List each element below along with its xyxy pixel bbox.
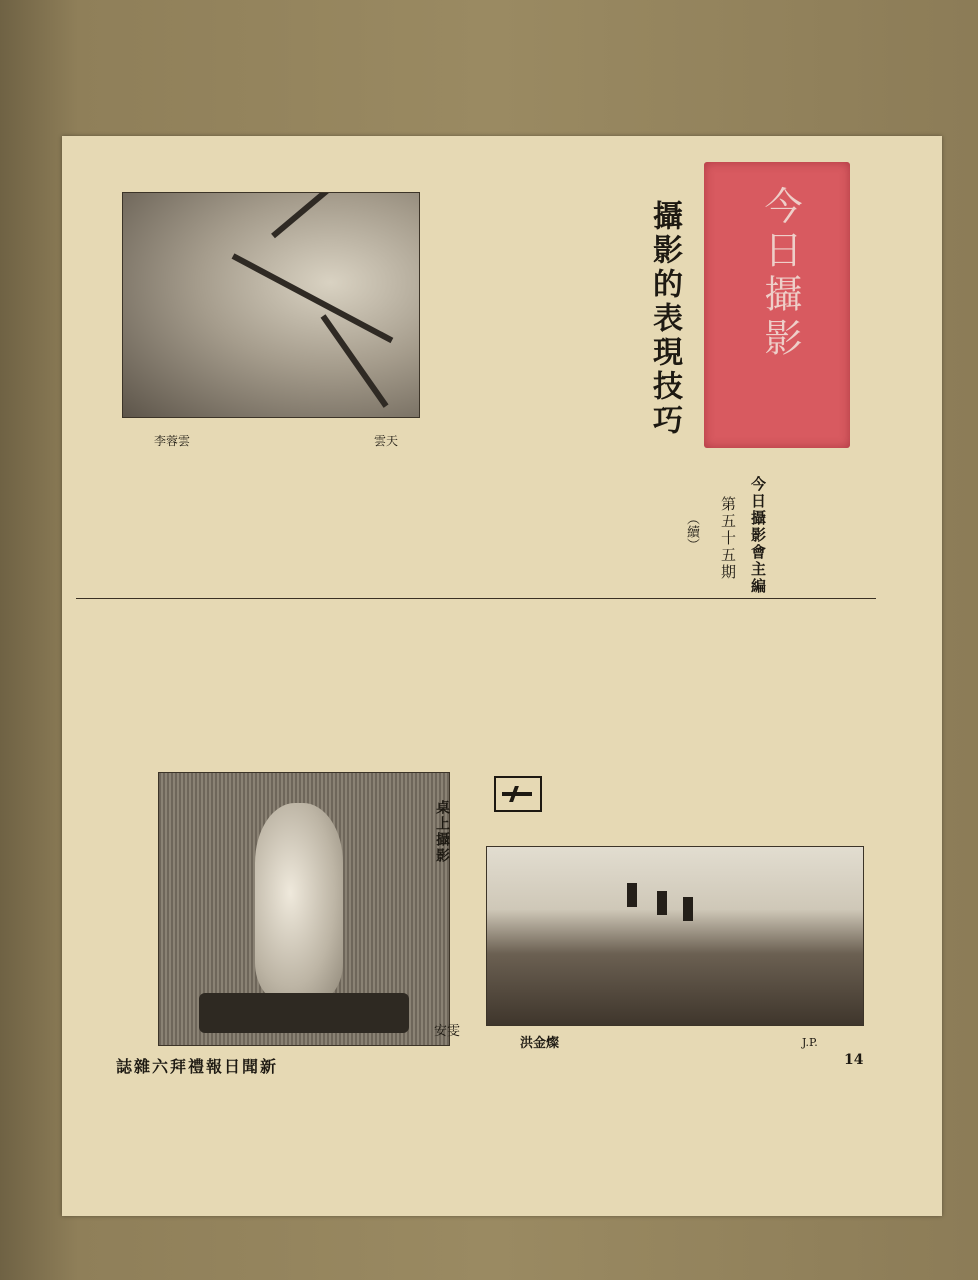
airplane-icon xyxy=(494,776,542,812)
newspaper-page xyxy=(62,136,942,1216)
worker-figure xyxy=(627,883,637,907)
body-column xyxy=(418,166,518,356)
plane-body xyxy=(502,792,532,796)
field-photo-mark: J.P. xyxy=(802,1036,818,1049)
body-column xyxy=(76,438,416,588)
article-title: 攝影的表現技巧 xyxy=(647,200,682,438)
editor-credit: 今日攝影會主編 xyxy=(749,476,767,595)
branch-shape xyxy=(321,314,389,408)
field-photo-author: 洪金燦 xyxy=(520,1036,560,1051)
continued-mark: （續） xyxy=(684,512,699,551)
vase-photo-author: 安雯 xyxy=(434,1024,461,1039)
body-column xyxy=(542,776,862,836)
tree-photo-author: 李蓉雲 xyxy=(154,434,191,448)
vase-shape xyxy=(255,803,343,1003)
desk-photo-label: 桌上攝影 xyxy=(434,800,450,864)
field-photo xyxy=(486,846,864,1026)
masthead-stamp xyxy=(704,162,850,448)
branch-shape xyxy=(271,192,344,238)
body-column xyxy=(722,606,872,636)
body-column xyxy=(422,438,632,588)
tree-photo xyxy=(122,192,420,418)
divider xyxy=(76,598,876,599)
tree-photo-title: 雲天 xyxy=(374,434,399,448)
body-column xyxy=(76,606,526,766)
worker-figure xyxy=(657,891,667,915)
publication-title: 新聞日報禮拜六雜誌 xyxy=(116,1057,279,1076)
worker-figure xyxy=(683,897,693,921)
vase-photo xyxy=(158,772,450,1046)
issue-number: 第五十五期 xyxy=(719,496,737,581)
stamp-text: 今日攝影 xyxy=(758,186,802,362)
page-number: 14 xyxy=(844,1052,864,1068)
branch-shape xyxy=(232,253,394,343)
vase-table xyxy=(199,993,409,1033)
